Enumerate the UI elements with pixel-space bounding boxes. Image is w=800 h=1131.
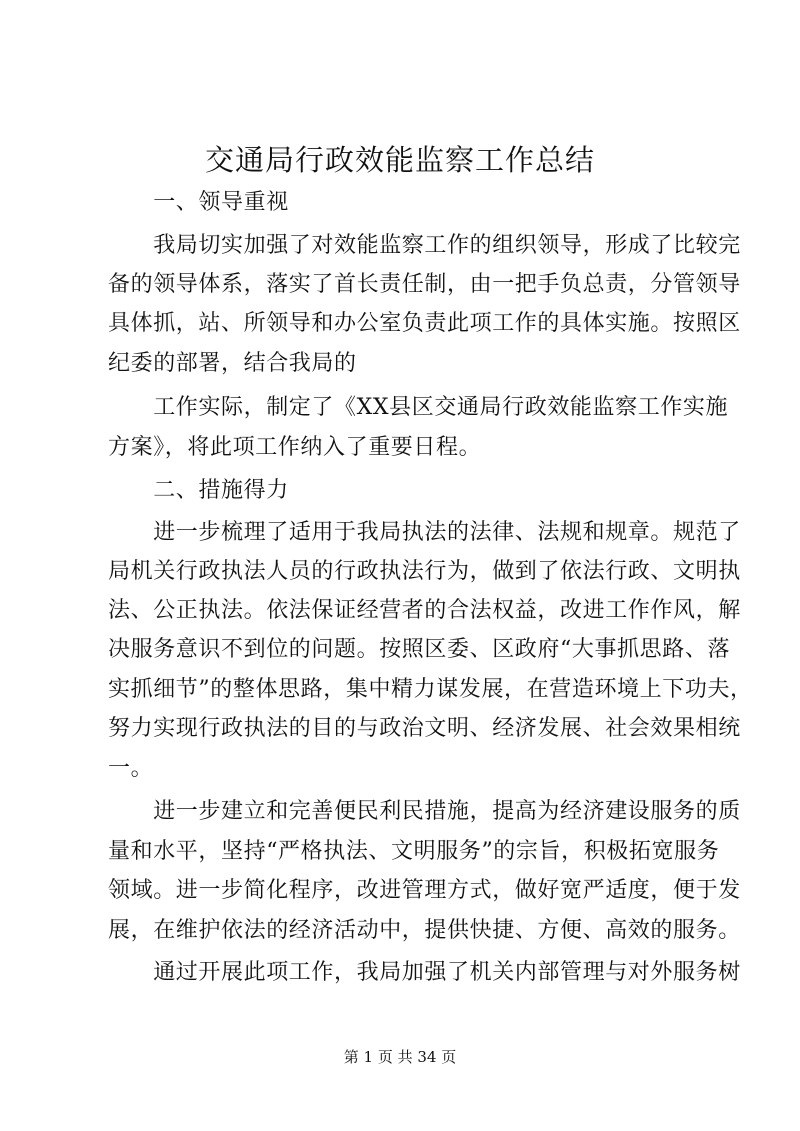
body-line: 努力实现行政执法的目的与政治文明、经济发展、社会效果相统 — [108, 716, 741, 741]
body-line: 法、公正执法。依法保证经营者的合法权益，改进工作作风，解 — [108, 598, 741, 623]
body-line: 我局切实加强了对效能监察工作的组织领导，形成了比较完 — [108, 233, 741, 258]
body-line: 纪委的部署，结合我局的 — [108, 351, 357, 376]
body-line: 一、领导重视 — [108, 190, 289, 215]
page-footer: 第 1 页 共 34 页 — [343, 1048, 457, 1066]
body-line: 方案》，将此项工作纳入了重要日程。 — [108, 435, 482, 460]
body-line: 领域。进一步简化程序，改进管理方式，做好宽严适度，便于发 — [108, 878, 741, 903]
body-line: 二、措施得力 — [108, 478, 289, 503]
body-line: 进一步梳理了适用于我局执法的法律、法规和规章。规范了 — [108, 520, 741, 545]
body-line: 备的领导体系，落实了首长责任制，由一把手负总责，分管领导 — [108, 272, 741, 297]
body-line: 进一步建立和完善便民利民措施，提高为经济建设服务的质 — [108, 799, 741, 824]
body-line: 实抓细节”的整体思路，集中精力谋发展，在营造环境上下功夫， — [108, 677, 753, 702]
body-line: 一。 — [108, 756, 154, 781]
body-line: 决服务意识不到位的问题。按照区委、区政府“大事抓思路、落 — [108, 637, 731, 662]
body-line: 展，在维护依法的经济活动中，提供快捷、方便、高效的服务。 — [108, 918, 741, 943]
body-line: 量和水平，坚持“严格执法、文明服务”的宗旨，积极拓宽服务 — [108, 839, 720, 864]
body-line: 工作实际，制定了《XX县区交通局行政效能监察工作实施 — [108, 395, 729, 420]
body-line: 具体抓，站、所领导和办公室负责此项工作的具体实施。按照区 — [108, 311, 741, 336]
body-line: 通过开展此项工作，我局加强了机关内部管理与对外服务树 — [108, 960, 741, 985]
body-line: 局机关行政执法人员的行政执法行为，做到了依法行政、文明执 — [108, 559, 741, 584]
document-title: 交通局行政效能监察工作总结 — [204, 143, 595, 177]
